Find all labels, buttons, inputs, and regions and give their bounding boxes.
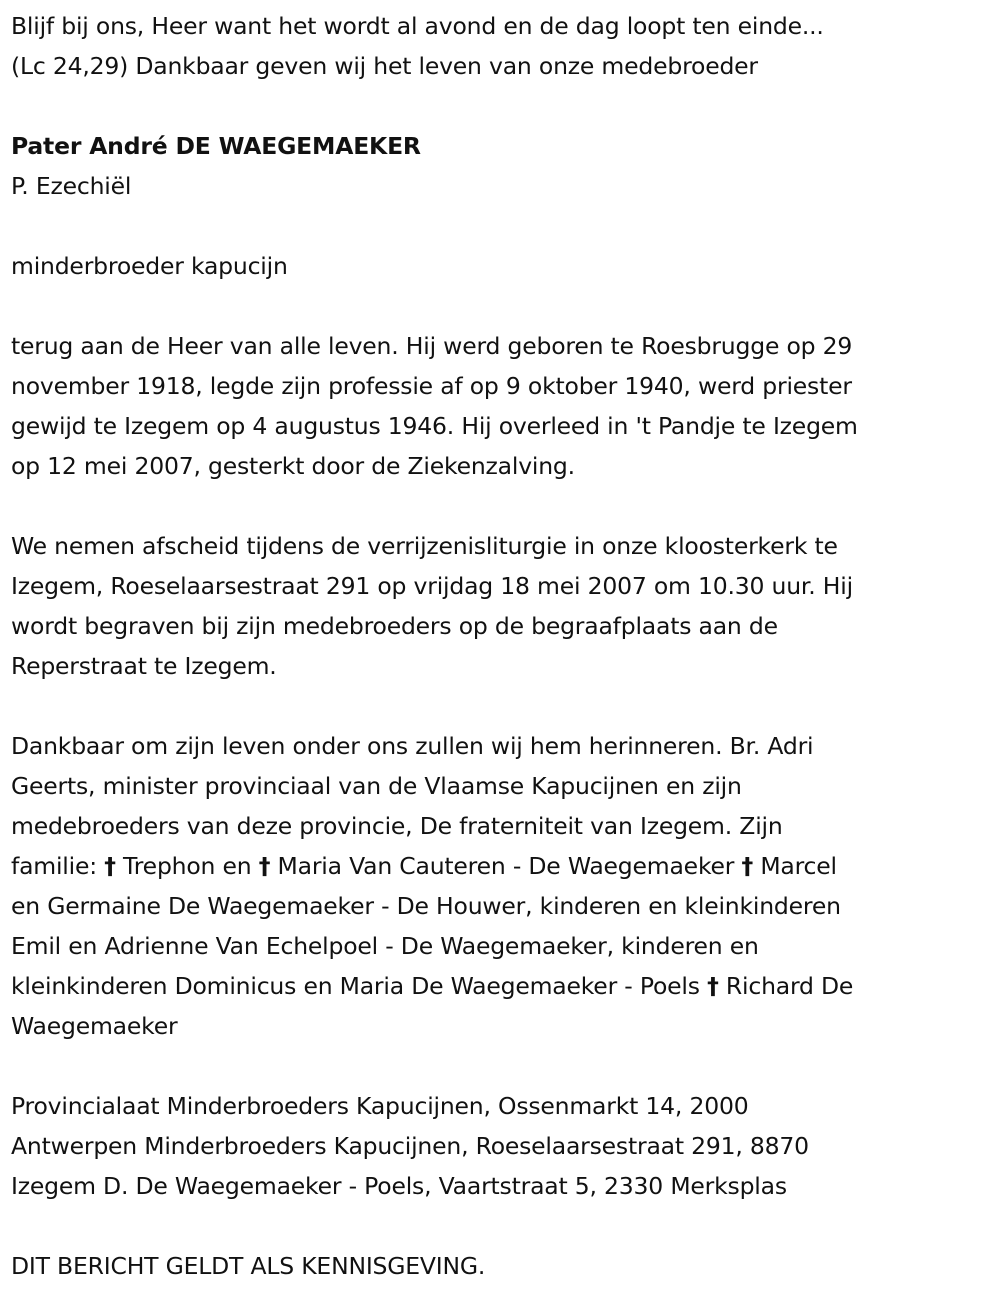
family-line: medebroeders van deze provincie, De fraterniteit van Izegem. Zijn xyxy=(11,812,783,840)
spacer xyxy=(11,1206,993,1246)
spacer xyxy=(11,486,993,526)
opening-line-1: Blijf bij ons, Heer want het wordt al avond en de dag loopt ten einde... xyxy=(11,12,824,40)
family-paragraph xyxy=(11,726,993,1046)
cross-icon: † xyxy=(741,852,754,880)
family-text: Marcel xyxy=(753,852,837,880)
biography-line: terug aan de Heer van alle leven. Hij werd geboren te Roesbrugge op 29 xyxy=(11,332,853,360)
family-line xyxy=(11,846,993,886)
biography-line: op 12 mei 2007, gesterkt door de Ziekenzalving. xyxy=(11,452,575,480)
death-notice xyxy=(11,6,993,1286)
family-line: Geerts, minister provinciaal van de Vlaamse Kapucijnen en zijn xyxy=(11,772,742,800)
addresses-paragraph xyxy=(11,1086,993,1206)
spacer xyxy=(11,286,993,326)
family-text: familie: xyxy=(11,852,105,880)
cross-icon: † xyxy=(258,852,271,880)
address-line: Provincialaat Minderbroeders Kapucijnen, Ossenmarkt 14, 2000 xyxy=(11,1092,749,1120)
religious-order: minderbroeder kapucijn xyxy=(11,252,288,280)
biography-paragraph xyxy=(11,326,993,486)
spacer xyxy=(11,686,993,726)
family-line xyxy=(11,966,993,1006)
family-text: Trephon en xyxy=(115,852,259,880)
cross-icon: † xyxy=(104,852,116,880)
funeral-line: Izegem, Roeselaarsestraat 291 op vrijdag 18 mei 2007 om 10.30 uur. Hij xyxy=(11,572,853,600)
spacer xyxy=(11,1046,993,1086)
opening-line-2: (Lc 24,29) Dankbaar geven wij het leven van onze medebroeder xyxy=(11,52,758,80)
biography-line: gewijd te Izegem op 4 augustus 1946. Hij overleed in 't Pandje te Izegem xyxy=(11,412,858,440)
family-line: Waegemaeker xyxy=(11,1012,178,1040)
cross-icon: † xyxy=(707,972,719,1000)
funeral-line: We nemen afscheid tijdens de verrijzenisliturgie in onze kloosterkerk te xyxy=(11,532,838,560)
address-line: Antwerpen Minderbroeders Kapucijnen, Roeselaarsestraat 291, 8870 xyxy=(11,1132,809,1160)
address-line: Izegem D. De Waegemaeker - Poels, Vaartstraat 5, 2330 Merksplas xyxy=(11,1172,787,1200)
family-line: Emil en Adrienne Van Echelpoel - De Waegemaeker, kinderen en xyxy=(11,932,759,960)
funeral-line: wordt begraven bij zijn medebroeders op de begraafplaats aan de xyxy=(11,612,778,640)
spacer xyxy=(11,86,993,126)
biography-line: november 1918, legde zijn professie af op 9 oktober 1940, werd priester xyxy=(11,372,852,400)
family-text: Maria Van Cauteren - De Waegemaeker xyxy=(270,852,742,880)
spacer xyxy=(11,206,993,246)
funeral-line: Reperstraat te Izegem. xyxy=(11,652,277,680)
deceased-name: Pater André DE WAEGEMAEKER xyxy=(11,132,421,160)
family-line: en Germaine De Waegemaeker - De Houwer, kinderen en kleinkinderen xyxy=(11,892,841,920)
family-text: Richard De xyxy=(718,972,854,1000)
religious-name: P. Ezechiël xyxy=(11,172,132,200)
family-text: kleinkinderen Dominicus en Maria De Waegemaeker - Poels xyxy=(11,972,708,1000)
closing-statement: DIT BERICHT GELDT ALS KENNISGEVING. xyxy=(11,1252,486,1280)
family-line: Dankbaar om zijn leven onder ons zullen wij hem herinneren. Br. Adri xyxy=(11,732,814,760)
funeral-paragraph xyxy=(11,526,993,686)
